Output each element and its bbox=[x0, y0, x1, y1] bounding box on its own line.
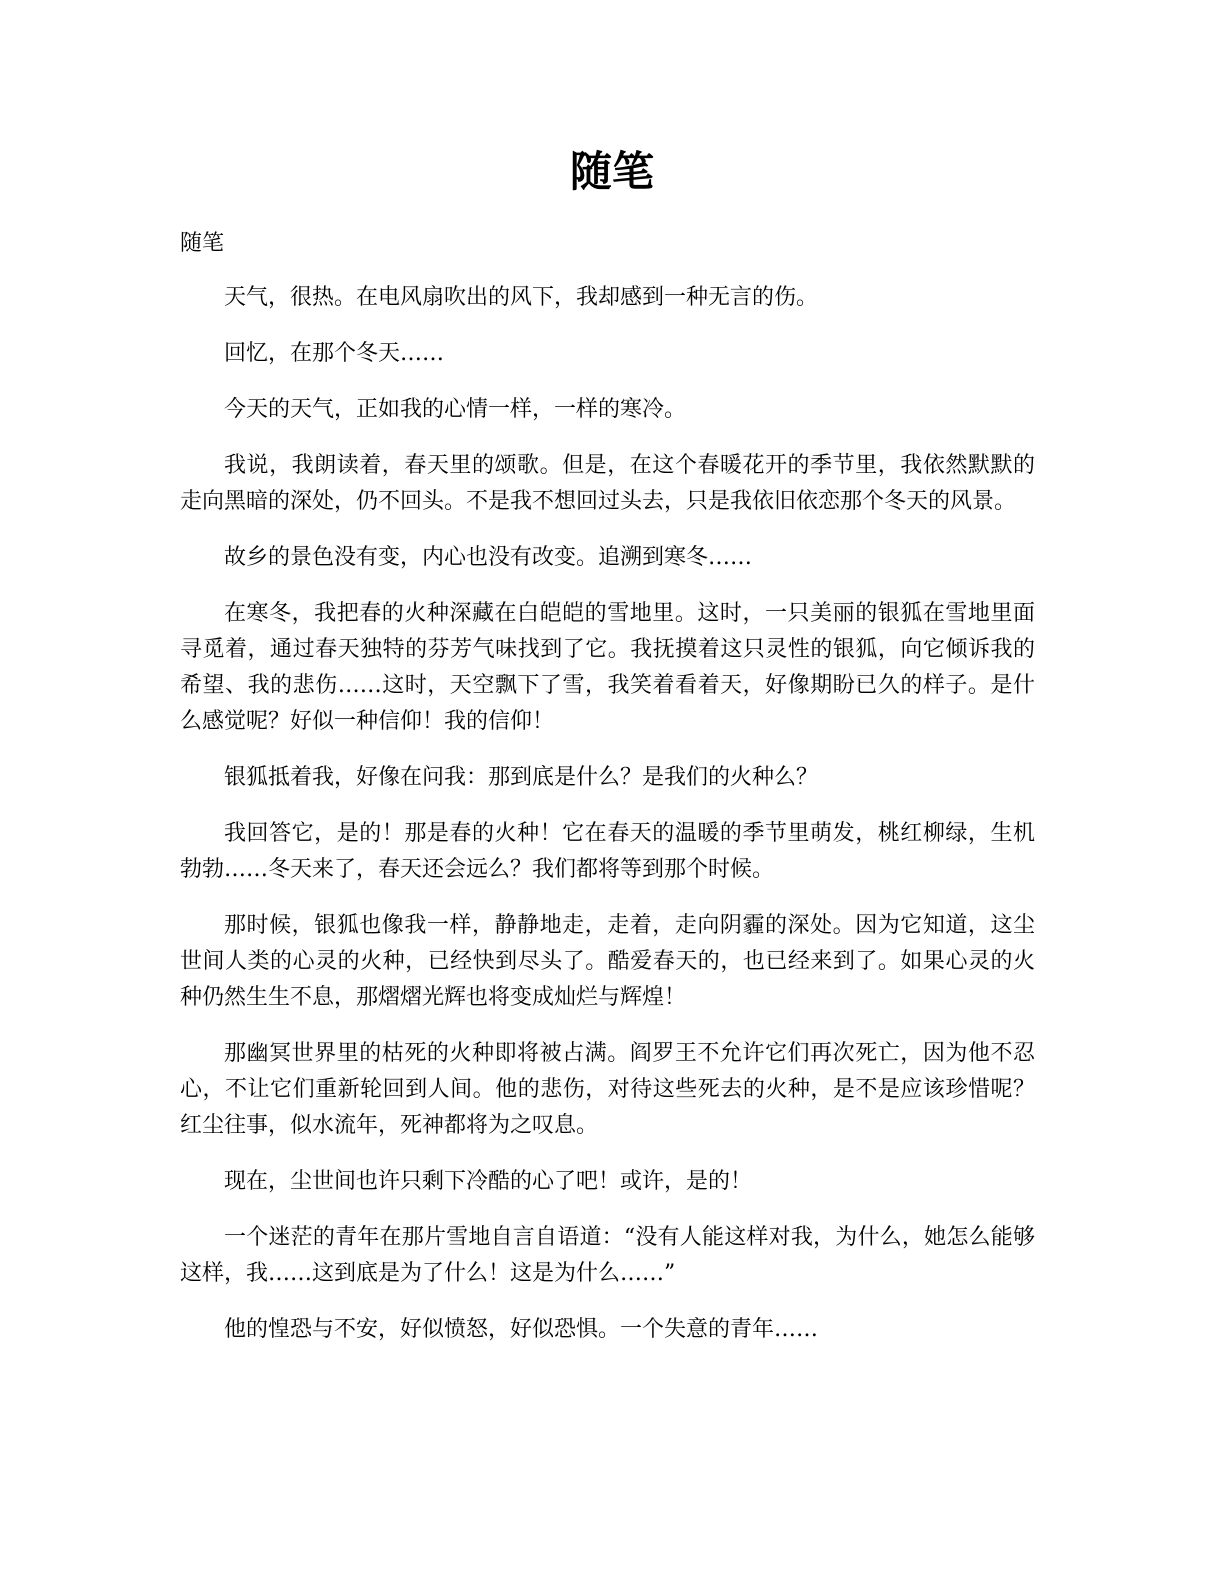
paragraph-4: 我说，我朗读着，春天里的颂歌。但是，在这个春暖花开的季节里，我依然默默的走向黑暗的深处，仍不回头。不是我不想回过头去，只是我依旧依恋那个冬天的风景。 bbox=[180, 453, 1035, 514]
paragraph-10: 那幽冥世界里的枯死的火种即将被占满。阎罗王不允许它们再次死亡，因为他不忍心，不让它们重新轮回到人间。他的悲伤，对待这些死去的火种，是不是应该珍惜呢？红尘往事，似水流年，死神都将为之叹息。 bbox=[180, 1041, 1035, 1138]
paragraph-7: 银狐抵着我，好像在问我：那到底是什么？是我们的火种么？ bbox=[224, 765, 819, 790]
page-title: 随笔 bbox=[569, 147, 654, 196]
document-body bbox=[180, 280, 1035, 1368]
paragraph-1: 天气，很热。在电风扇吹出的风下，我却感到一种无言的伤。 bbox=[224, 285, 819, 310]
paragraph-9: 那时候，银狐也像我一样，静静地走，走着，走向阴霾的深处。因为它知道，这尘世间人类的心灵的火种，已经快到尽头了。酷爱春天的，也已经来到了。如果心灵的火种仍然生生不息，那熠熠光辉也将变成灿烂与辉煌！ bbox=[180, 913, 1035, 1010]
paragraph-6: 在寒冬，我把春的火种深藏在白皑皑的雪地里。这时，一只美丽的银狐在雪地里面寻觅着，通过春天独特的芬芳气味找到了它。我抚摸着这只灵性的银狐，向它倾诉我的希望、我的悲伤……这时，天空飘下了雪，我笑着看着天，好像期盼已久的样子。是什么感觉呢？好似一种信仰！我的信仰！ bbox=[180, 601, 1035, 734]
document-subtitle: 随笔 bbox=[180, 231, 225, 256]
paragraph-3: 今天的天气，正如我的心情一样，一样的寒冷。 bbox=[224, 397, 687, 422]
paragraph-2: 回忆，在那个冬天…… bbox=[224, 341, 445, 366]
paragraph-8: 我回答它，是的！那是春的火种！它在春天的温暖的季节里萌发，桃红柳绿，生机勃勃……冬天来了，春天还会远么？我们都将等到那个时候。 bbox=[180, 821, 1035, 882]
paragraph-5: 故乡的景色没有变，内心也没有改变。追溯到寒冬…… bbox=[224, 545, 753, 570]
paragraph-12: 一个迷茫的青年在那片雪地自言自语道：“没有人能这样对我，为什么，她怎么能够这样，我……这到底是为了什么！这是为什么……” bbox=[180, 1225, 1035, 1286]
paragraph-11: 现在，尘世间也许只剩下冷酷的心了吧！或许，是的！ bbox=[224, 1169, 753, 1194]
paragraph-13: 他的惶恐与不安，好似愤怒，好似恐惧。一个失意的青年…… bbox=[224, 1317, 819, 1342]
